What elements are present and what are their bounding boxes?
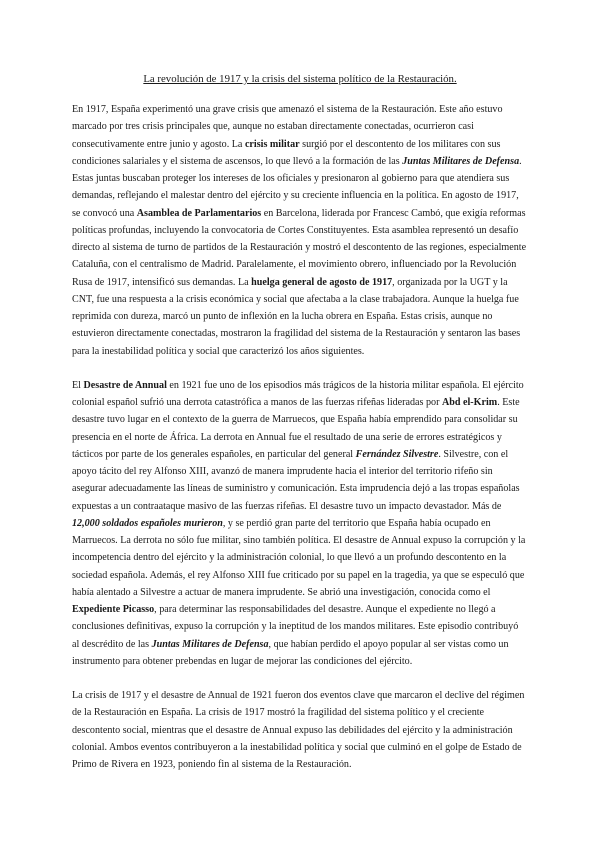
emphasized-term: Desastre de Annual xyxy=(83,379,167,391)
text-run: en Barcelona, liderada por Francesc Cambó, que exigía reformas políticas profundas, incluyendo la convocatoria de Cortes Constituyentes. Esta asamblea representó un desafío directo al sistema de turno de partidos de la Restauración y mostró el descontento de las regiones, especialmente Cataluña, con el centralismo de Madrid. Paralelamente, el movimiento obrero, influenciado por la Revolución Rusa de 1917, intensificó sus demandas. La xyxy=(72,207,527,288)
emphasized-term: 12,000 soldados españoles murieron xyxy=(72,517,223,529)
document-body xyxy=(72,101,528,790)
paragraph-crisis-1917 xyxy=(72,101,528,360)
text-run: La crisis de 1917 y el desastre de Annual de 1921 fueron dos eventos clave que marcaron el declive del régimen de la Restauración en España. La crisis de 1917 mostró la fragilidad del sistema político y el creciente descontento social, mientras que el desastre de Annual expuso las debilidades del ejército y la administración colonial. Ambos eventos contribuyeron a la inestabilidad política y social que culminó en el golpe de Estado de Primo de Rivera en 1923, poniendo fin al sistema de la Restauración. xyxy=(72,690,525,770)
text-run: El xyxy=(72,379,84,391)
text-run: , que habían perdido el apoyo popular al ser vistas como un instrumento para obtener prebendas en lugar de mejorar las condiciones del ejército. xyxy=(72,638,509,667)
text-run: , y se perdió gran parte del territorio que España había ocupado en Marruecos. La derrota no sólo fue militar, sino también política. El desastre de Annual expuso la corrupción y la incompetencia dentro del ejército y la administración colonial, lo que llevó a un profundo descontento en la sociedad española. Además, el rey Alfonso XIII fue criticado por su papel en la tragedia, ya que se especuló que había alentado a Silvestre a actuar de manera imprudente. Se abrió una investigación, conocida como el xyxy=(72,517,526,598)
emphasized-term: Juntas Militares de Defensa xyxy=(151,638,269,650)
emphasized-term: crisis militar xyxy=(244,138,300,150)
text-run: surgió por el descontento de los militares con sus condiciones salariales y el sistema de ascensos, lo que llevó a la formación de las xyxy=(72,138,501,167)
text-run: en 1921 fue uno de los episodios más trágicos de la historia militar española. El ejército colonial español sufrió una derrota catastrófica a manos de las fuerzas rifeñas lideradas por xyxy=(72,379,524,408)
emphasized-term: Juntas Militares de Defensa xyxy=(402,155,520,167)
text-run: . Silvestre, con el apoyo tácito del rey Alfonso XIII, avanzó de manera imprudente hacia el interior del territorio rifeño sin asegurar adecuadamente las líneas de suministro y comunicación. Esta imprudencia dejó a las tropas españolas expuestas a un contraataque masivo de las fuerzas rifeñas. El desastre tuvo un impacto devastador. Más de xyxy=(72,448,520,512)
text-run: . Estas juntas buscaban proteger los intereses de los oficiales y presionaron al gobierno para que atendiera sus demandas, reflejando el malestar dentro del ejército y su creciente influencia en la política. En agosto de 1917, se convocó una xyxy=(72,155,522,219)
paragraph-conclusion xyxy=(72,687,528,773)
emphasized-term: Abd el-Krim xyxy=(441,397,498,408)
document-title: La revolución de 1917 y la crisis del sistema político de la Restauración. xyxy=(143,73,457,85)
text-run: , para determinar las responsabilidades del desastre. Aunque el expediente no llegó a conclusiones definitivas, expuso la corrupción y la ineptitud de los mandos militares. Este episodio contribuyó al descrédito de las xyxy=(72,604,519,650)
text-run: . Este desastre tuvo lugar en el contexto de la guerra de Marruecos, que España había emprendido para consolidar su presencia en el norte de África. La derrota en Annual fue el resultado de una serie de errores estratégicos y tácticos por parte de los generales españoles, en particular del general xyxy=(72,397,520,460)
emphasized-term: Expediente Picasso xyxy=(72,604,155,615)
text-run: , organizada por la UGT y la CNT, fue una respuesta a la crisis económica y social que afectaba a la clase trabajadora. Aunque la huelga fue reprimida con dureza, marcó un punto de inflexión en la lucha obrera en España. Estas crisis, aunque no estuvieron directamente conectadas, mostraron la fragilidad del sistema de la Restauración y sentaron las bases para la inestabilidad política y social que caracterizó los años siguientes. xyxy=(72,276,521,357)
paragraph-desastre-annual xyxy=(72,377,528,670)
emphasized-term: Asamblea de Parlamentarios xyxy=(136,207,262,219)
emphasized-term: huelga general de agosto de 1917 xyxy=(251,276,393,288)
emphasized-term: Fernández Silvestre xyxy=(355,448,439,460)
text-run: En 1917, España experimentó una grave crisis que amenazó el sistema de la Restauración. Este año estuvo marcado por tres crisis principales que, aunque no estaban directamente conectadas, ocurrieron casi consecutivamente entre junio y agosto. La xyxy=(72,104,503,150)
